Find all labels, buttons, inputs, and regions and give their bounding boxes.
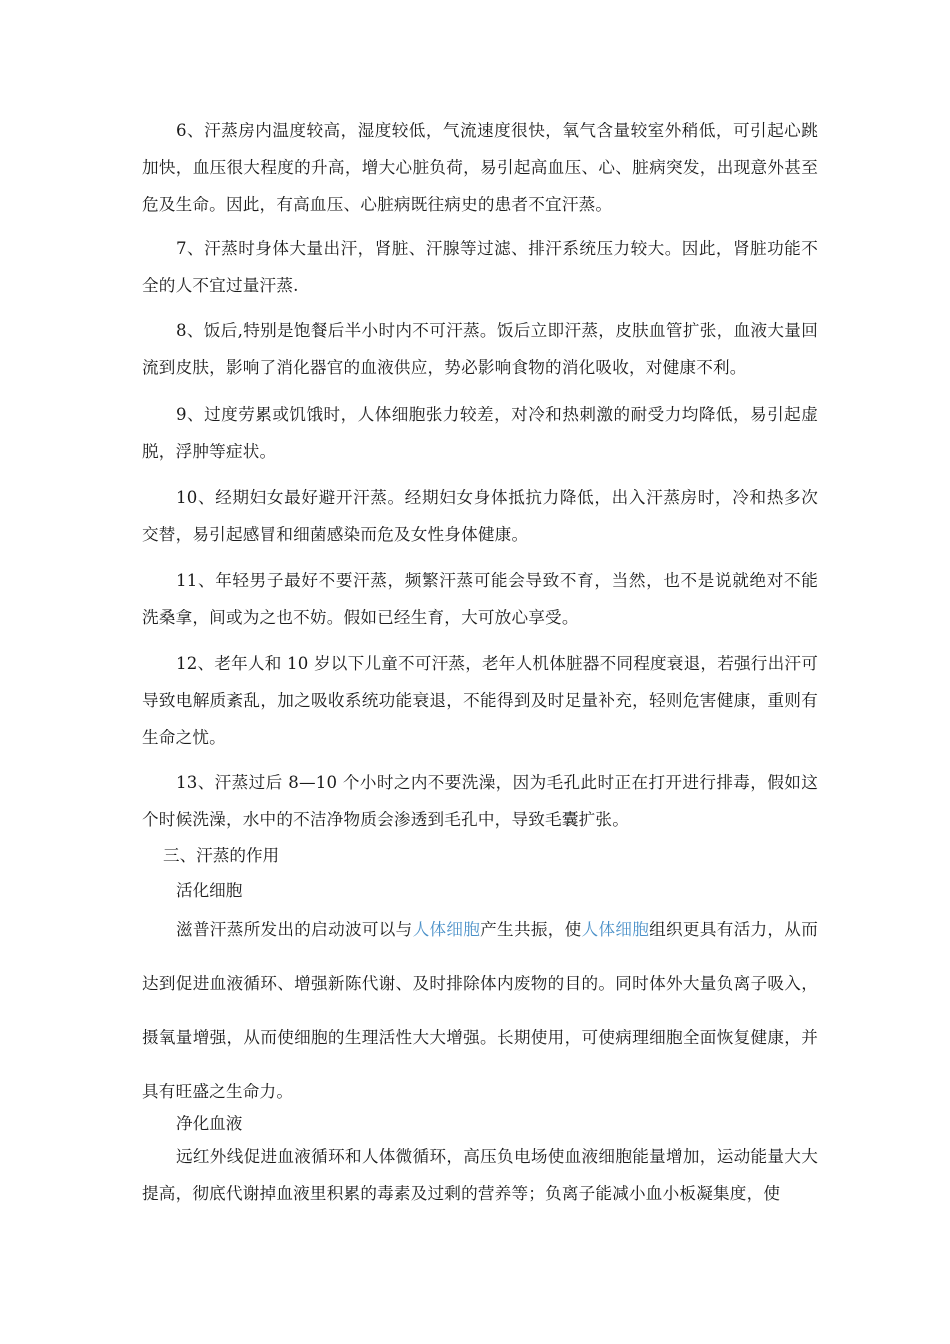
paragraph-item-7: 7、汗蒸时身体大量出汗，肾脏、汗腺等过滤、排汗系统压力较大。因此，肾脏功能不全的人不宜过量汗蒸. (142, 239, 818, 295)
paragraph-activate-cells (142, 903, 818, 1119)
paragraph-item-8: 8、饭后,特别是饱餐后半小时内不可汗蒸。饭后立即汗蒸，皮肤血管扩张，血液大量回流到皮肤，影响了消化器官的血液供应，势必影响食物的消化吸收，对健康不利。 (142, 321, 818, 377)
body-cell-link-2[interactable]: 人体细胞 (581, 920, 650, 939)
subheading-activate-cells: 活化细胞 (176, 881, 243, 900)
paragraph-item-13: 13、汗蒸过后 8—10 个小时之内不要洗澡，因为毛孔此时正在打开进行排毒，假如这个时候洗澡，水中的不洁净物质会渗透到毛孔中，导致毛囊扩张。 (142, 773, 818, 829)
paragraph-item-11: 11、年轻男子最好不要汗蒸，频繁汗蒸可能会导致不育，当然，也不是说就绝对不能洗桑拿，间或为之也不妨。假如已经生育，大可放心享受。 (142, 571, 818, 627)
activate-text-1: 滋普汗蒸所发出的启动波可以与 (176, 920, 413, 939)
activate-text-2: 产生共振，使 (480, 920, 582, 939)
paragraph-purify-blood: 远红外线促进血液循环和人体微循环，高压负电场使血液细胞能量增加，运动能量大大提高，彻底代谢掉血液里积累的毒素及过剩的营养等；负离子能减小血小板凝集度，使 (142, 1147, 818, 1203)
paragraph-item-12: 12、老年人和 10 岁以下儿童不可汗蒸，老年人机体脏器不同程度衰退，若强行出汗可导致电解质紊乱，加之吸收系统功能衰退，不能得到及时足量补充，轻则危害健康，重则有生命之忧。 (142, 654, 818, 747)
activate-text-3: 组织更具有活力，从而达到促进血液循环、增强新陈代谢、及时排除体内废物的目的。同时体外大量负离子吸入，摄氧量增强，从而使细胞的生理活性大大增强。长期使用，可使病理细胞全面恢复健康，并具有旺盛之生命力。 (142, 920, 819, 1101)
paragraph-item-9: 9、过度劳累或饥饿时，人体细胞张力较差，对冷和热刺激的耐受力均降低，易引起虚脱，浮肿等症状。 (142, 405, 818, 461)
body-cell-link-1[interactable]: 人体细胞 (412, 920, 481, 939)
paragraph-item-10: 10、经期妇女最好避开汗蒸。经期妇女身体抵抗力降低，出入汗蒸房时，冷和热多次交替，易引起感冒和细菌感染而危及女性身体健康。 (142, 488, 818, 544)
paragraph-item-6: 6、汗蒸房内温度较高，湿度较低，气流速度很快，氧气含量较室外稍低，可引起心跳加快，血压很大程度的升高，增大心脏负荷，易引起高血压、心、脏病突发，出现意外甚至危及生命。因此，有高血压、心脏病既往病史的患者不宜汗蒸。 (142, 121, 818, 214)
section-heading: 三、汗蒸的作用 (163, 846, 280, 865)
subheading-purify-blood: 净化血液 (176, 1114, 243, 1133)
